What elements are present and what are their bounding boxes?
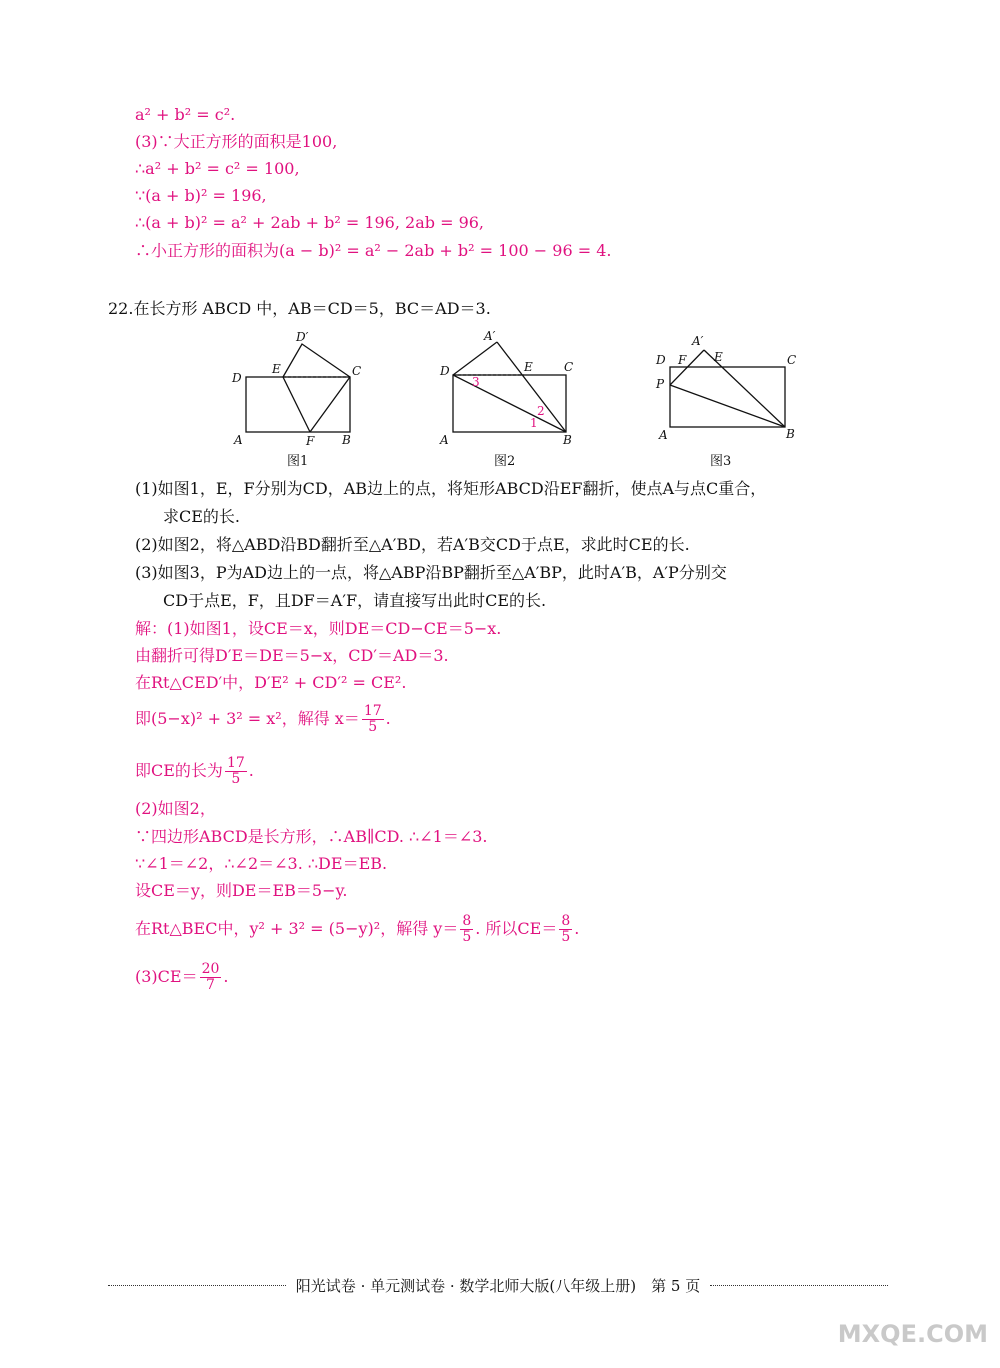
fig2-da	[453, 342, 497, 375]
solution-line-1: 解：(1)如图1，设CE＝x，则DE＝CD−CE＝5−x.	[135, 619, 502, 638]
fig1-label-dprime: D′	[296, 330, 309, 344]
solution-line-11-text: (3)CE＝	[135, 967, 198, 986]
fraction-8-5-b: $\frac{8}{5}$	[561, 913, 571, 945]
fig2-label-aprime: A′	[484, 329, 496, 343]
solution-line-6: (2)如图2，	[135, 799, 216, 818]
fig2-label-c: C	[564, 360, 574, 374]
fig1-label-b: B	[342, 433, 351, 447]
footer-dots-right	[710, 1285, 888, 1286]
solution-line-5: 即CE的长为 $\frac{17}{5}$ .	[135, 755, 254, 787]
fraction-17-5-b: $\frac{17}{5}$	[226, 755, 245, 787]
fig1-label-e: E	[272, 362, 281, 376]
top-line-5: ∴(a + b)² = a² + 2ab + b² = 196, 2ab = 96,	[135, 213, 485, 232]
fig1-label-d: D	[232, 371, 242, 385]
fig2-label-d: D	[440, 364, 450, 378]
fig1-fold-top	[283, 344, 350, 377]
fig2-angle-3: 3	[472, 375, 480, 389]
fig1-caption: 图1	[287, 454, 309, 469]
solution-line-11: (3)CE＝ $\frac{20}{7}$ .	[135, 961, 229, 993]
fig2-label-a: A	[440, 433, 449, 447]
solution-line-10: 在Rt△BEC中，y² + 3² = (5−y)²，解得 y＝ $\frac{8}{5}$ . 所以CE＝ $\frac{8}{5}$ .	[135, 913, 580, 945]
fig2-caption: 图2	[494, 454, 516, 469]
top-line-3: ∴a² + b² = c² = 100,	[135, 159, 300, 178]
question-3b: CD于点E，F，且DF＝A′F，请直接写出此时CE的长.	[163, 591, 547, 610]
solution-line-3: 在Rt△CED′中，D′E² + CD′² = CE².	[135, 673, 407, 692]
fig3-pb	[670, 385, 785, 427]
fig1-ef	[283, 377, 310, 432]
footer-dots-left	[108, 1285, 286, 1286]
fig2-angle-1: 1	[530, 416, 538, 430]
question-3a: (3)如图3，P为AD边上的一点，将△ABP沿BP翻折至△A′BP，此时A′B，A′P分别交	[135, 563, 727, 582]
fig3-label-f: F	[678, 353, 687, 367]
fig1-label-a: A	[234, 433, 243, 447]
top-line-4: ∵(a + b)² = 196,	[135, 186, 267, 205]
fig3-label-d: D	[656, 353, 666, 367]
solution-line-9: 设CE＝y，则DE＝EB＝5−y.	[135, 881, 348, 900]
fig3-label-c: C	[787, 353, 797, 367]
solution-line-5-text: 即CE的长为	[135, 761, 223, 780]
fig3-label-aprime: A′	[692, 334, 704, 348]
fig3-caption: 图3	[710, 454, 732, 469]
solution-line-10-text: 在Rt△BEC中，y² + 3² = (5−y)²，解得 y＝	[135, 919, 459, 938]
fraction-8-5-a: $\frac{8}{5}$	[462, 913, 472, 945]
fig3-label-e: E	[714, 350, 723, 364]
top-line-1: a² + b² = c².	[135, 105, 236, 124]
solution-line-8: ∵∠1＝∠2，∴∠2＝∠3. ∴DE＝EB.	[135, 854, 388, 873]
problem-stem: 22.在长方形 ABCD 中，AB＝CD＝5，BC＝AD＝3.	[108, 299, 491, 318]
question-2: (2)如图2，将△ABD沿BD翻折至△A′BD，若A′B交CD于点E，求此时CE的长.	[135, 535, 690, 554]
fig1-label-c: C	[352, 364, 362, 378]
solution-line-7: ∵四边形ABCD是长方形，∴AB∥CD. ∴∠1＝∠3.	[135, 827, 488, 846]
solution-line-10-mid: . 所以CE＝	[475, 919, 558, 938]
footer-text: 阳光试卷 · 单元测试卷 · 数学北师大版(八年级上册) 第 5 页	[295, 1277, 701, 1295]
fig3-rect	[670, 367, 785, 427]
page-footer	[108, 1275, 888, 1296]
fig3-label-p: P	[656, 377, 665, 391]
question-1b: 求CE的长.	[163, 507, 241, 526]
solution-line-2: 由翻折可得D′E＝DE＝5−x，CD′＝AD＝3.	[135, 646, 449, 665]
solution-line-4-text: 即(5−x)² + 3² = x²，解得 x＝	[135, 709, 360, 728]
fig2-bd	[453, 375, 566, 432]
fig2-angle-2: 2	[537, 404, 545, 418]
figures	[0, 322, 1000, 472]
fraction-20-7: $\frac{20}{7}$	[201, 961, 220, 993]
fig3-label-b: B	[786, 427, 795, 441]
watermark: MXQE.COM	[837, 1320, 988, 1348]
top-line-6: ∴小正方形的面积为(a − b)² = a² − 2ab + b² = 100 − 96 = 4.	[135, 241, 612, 260]
fig1-label-f: F	[306, 434, 315, 448]
top-line-2: (3)∵大正方形的面积是100,	[135, 132, 338, 151]
fig1-cf	[310, 377, 350, 432]
solution-line-4: 即(5−x)² + 3² = x²，解得 x＝ $\frac{17}{5}$ .	[135, 703, 391, 735]
fig3-label-a: A	[659, 428, 668, 442]
question-1a: (1)如图1，E，F分别为CD，AB边上的点，将矩形ABCD沿EF翻折，使点A与点C重合，	[135, 479, 767, 498]
fig1-rect	[246, 377, 350, 432]
fig2-label-b: B	[563, 433, 572, 447]
fraction-17-5-a: $\frac{17}{5}$	[363, 703, 382, 735]
fig2-label-e: E	[524, 360, 533, 374]
